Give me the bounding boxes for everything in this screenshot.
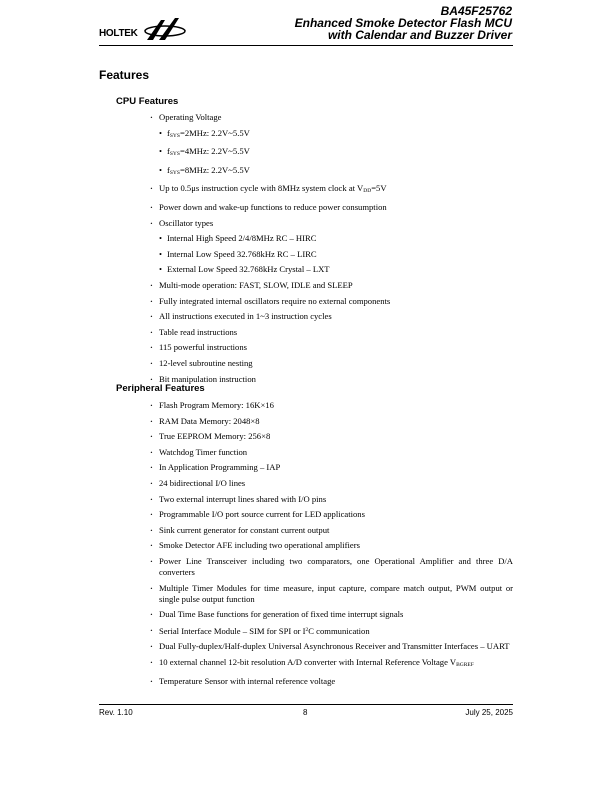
- bullet-icon: ·: [150, 431, 153, 442]
- feature-text: 12-level subroutine nesting: [159, 357, 253, 368]
- feature-text: f: [167, 146, 170, 157]
- feature-item: [150, 509, 513, 520]
- feature-text: =5V: [371, 183, 387, 194]
- bullet-icon: ·: [150, 656, 153, 667]
- feature-text: Oscillator types: [159, 217, 214, 228]
- feature-item: [159, 233, 513, 244]
- feature-text: Flash Program Memory: 16K×16: [159, 400, 274, 410]
- feature-item: [150, 583, 513, 605]
- footer-page-number: 8: [303, 708, 308, 717]
- feature-item: [150, 202, 513, 213]
- bullet-icon: ·: [150, 400, 153, 410]
- feature-text: f: [167, 164, 170, 175]
- feature-text: SYS: [169, 132, 180, 139]
- footer-date: July 25, 2025: [465, 708, 513, 717]
- feature-item: [150, 311, 513, 322]
- doc-title-line2: with Calendar and Buzzer Driver: [327, 28, 512, 42]
- bullet-icon: ·: [150, 415, 153, 426]
- bullet-icon: ·: [150, 279, 153, 290]
- feature-text: True EEPROM Memory: 256×8: [159, 431, 271, 442]
- feature-text: External Low Speed 32.768kHz Crystal – LXT: [167, 264, 330, 275]
- feature-text: SYS: [169, 151, 180, 158]
- feature-item: [150, 676, 513, 687]
- bullet-icon: ·: [150, 217, 153, 228]
- feature-text: BGREF: [456, 661, 474, 668]
- bullet-icon: ·: [150, 624, 153, 635]
- bullet-icon: •: [159, 248, 163, 259]
- feature-text: Smoke Detector AFE including two operational amplifiers: [159, 540, 360, 551]
- bullet-icon: ·: [150, 201, 153, 212]
- feature-item: [150, 447, 513, 458]
- feature-item: [150, 478, 513, 489]
- bullet-icon: •: [159, 233, 163, 244]
- feature-text: =2MHz: 2.2V~5.5V: [179, 127, 250, 138]
- feature-item: [150, 112, 513, 123]
- footer-revision: Rev. 1.10: [99, 708, 133, 717]
- feature-text: RAM Data Memory: 2048×8: [159, 415, 260, 426]
- bullet-icon: ·: [150, 509, 153, 520]
- feature-text: Serial Interface Module – SIM for SPI or I: [159, 625, 306, 636]
- feature-text: 2: [305, 626, 309, 633]
- feature-text: 10 external channel 12-bit resolution A/D converter with Internal Reference Voltage V: [159, 656, 457, 667]
- holtek-logo: [99, 16, 189, 42]
- feature-item: [150, 296, 513, 307]
- bullet-icon: ·: [150, 342, 153, 353]
- feature-item: [150, 400, 513, 411]
- feature-item: [150, 358, 513, 369]
- feature-item: [159, 264, 513, 275]
- bullet-icon: ·: [150, 112, 153, 122]
- feature-text: All instructions executed in 1~3 instruction cycles: [159, 311, 332, 322]
- feature-text: SYS: [169, 169, 180, 176]
- feature-text: Watchdog Timer function: [159, 446, 248, 457]
- feature-text: =8MHz: 2.2V~5.5V: [179, 164, 250, 175]
- bullet-icon: ·: [150, 524, 153, 535]
- feature-item: [150, 609, 513, 620]
- bullet-icon: ·: [150, 675, 153, 686]
- bullet-icon: ·: [150, 295, 153, 306]
- feature-text: Dual Time Base functions for generation of fixed time interrupt signals: [159, 609, 404, 620]
- feature-item: [159, 165, 513, 179]
- feature-text: Up to 0.5μs instruction cycle with 8MHz system clock at V: [159, 183, 364, 194]
- feature-text: Internal Low Speed 32.768kHz RC – LIRC: [167, 248, 317, 259]
- feature-item: [159, 128, 513, 142]
- footer-rule: [99, 704, 513, 705]
- bullet-icon: •: [159, 264, 163, 275]
- bullet-icon: ·: [150, 373, 153, 384]
- feature-item: [150, 494, 513, 505]
- feature-text: Multi-mode operation: FAST, SLOW, IDLE and SLEEP: [159, 279, 353, 290]
- bullet-icon: ·: [150, 357, 153, 368]
- feature-text: f: [167, 127, 170, 138]
- feature-item: [150, 625, 513, 637]
- bullet-icon: •: [159, 127, 163, 138]
- bullet-icon: ·: [150, 582, 153, 593]
- peripheral-features-list: [150, 400, 513, 691]
- feature-text: In Application Programming – IAP: [159, 462, 281, 473]
- feature-text: Sink current generator for constant current output: [159, 524, 330, 535]
- feature-item: [150, 525, 513, 536]
- feature-item: [150, 327, 513, 338]
- bullet-icon: ·: [150, 540, 153, 551]
- feature-text: 115 powerful instructions: [159, 342, 247, 353]
- bullet-icon: ·: [150, 555, 153, 566]
- feature-item: [150, 657, 513, 671]
- feature-text: Dual Fully-duplex/Half-duplex Universal Asynchronous Receiver and Transmitter Interfaces – UART: [159, 641, 510, 652]
- page-title: Features: [99, 68, 150, 82]
- feature-text: =4MHz: 2.2V~5.5V: [179, 146, 250, 157]
- logo-mark-icon: [143, 16, 189, 42]
- cpu-features-list: [150, 112, 513, 389]
- feature-text: Fully integrated internal oscillators require no external components: [159, 295, 391, 306]
- feature-item: [150, 183, 513, 197]
- bullet-icon: ·: [150, 311, 153, 322]
- feature-text: Table read instructions: [159, 326, 238, 337]
- peripheral-features-heading: Peripheral Features: [116, 383, 205, 394]
- header-rule: [99, 45, 513, 46]
- bullet-icon: ·: [150, 462, 153, 473]
- feature-text: Power Line Transceiver including two comparators, one Operational Amplifier and three D/A converters: [159, 555, 513, 577]
- feature-text: Operating Voltage: [159, 112, 222, 122]
- feature-text: Bit manipulation instruction: [159, 373, 256, 384]
- document-header: [295, 5, 512, 41]
- bullet-icon: ·: [150, 326, 153, 337]
- feature-text: Two external interrupt lines shared with I/O pins: [159, 493, 327, 504]
- feature-item: [150, 431, 513, 442]
- feature-text: Multiple Timer Modules for time measure, input capture, compare match output, PWM output or single pulse output function: [159, 582, 513, 604]
- feature-text: 24 bidirectional I/O lines: [159, 477, 246, 488]
- feature-text: Internal High Speed 2/4/8MHz RC – HIRC: [167, 233, 317, 244]
- feature-text: Power down and wake-up functions to reduce power consumption: [159, 201, 387, 212]
- bullet-icon: •: [159, 164, 163, 175]
- part-number: BA45F25762: [440, 4, 512, 18]
- feature-item: [150, 556, 513, 578]
- bullet-icon: •: [159, 146, 163, 157]
- bullet-icon: ·: [150, 609, 153, 620]
- doc-title-line1: Enhanced Smoke Detector Flash MCU: [294, 16, 512, 30]
- bullet-icon: ·: [150, 641, 153, 652]
- bullet-icon: ·: [150, 477, 153, 488]
- feature-text: Programmable I/O port source current for LED applications: [159, 509, 365, 520]
- feature-item: [150, 416, 513, 427]
- feature-item: [150, 280, 513, 291]
- feature-text: Temperature Sensor with internal reference voltage: [159, 675, 336, 686]
- feature-item: [150, 462, 513, 473]
- feature-text: C communication: [308, 625, 370, 636]
- cpu-features-heading: CPU Features: [116, 96, 179, 107]
- feature-item: [150, 641, 513, 652]
- logo-text: HOLTEK: [99, 28, 138, 39]
- feature-item: [150, 342, 513, 353]
- bullet-icon: ·: [150, 493, 153, 504]
- feature-text: DD: [363, 188, 372, 195]
- feature-item: [159, 249, 513, 260]
- feature-item: [150, 540, 513, 551]
- bullet-icon: ·: [150, 183, 153, 194]
- feature-item: [159, 146, 513, 160]
- feature-item: [150, 218, 513, 229]
- bullet-icon: ·: [150, 446, 153, 457]
